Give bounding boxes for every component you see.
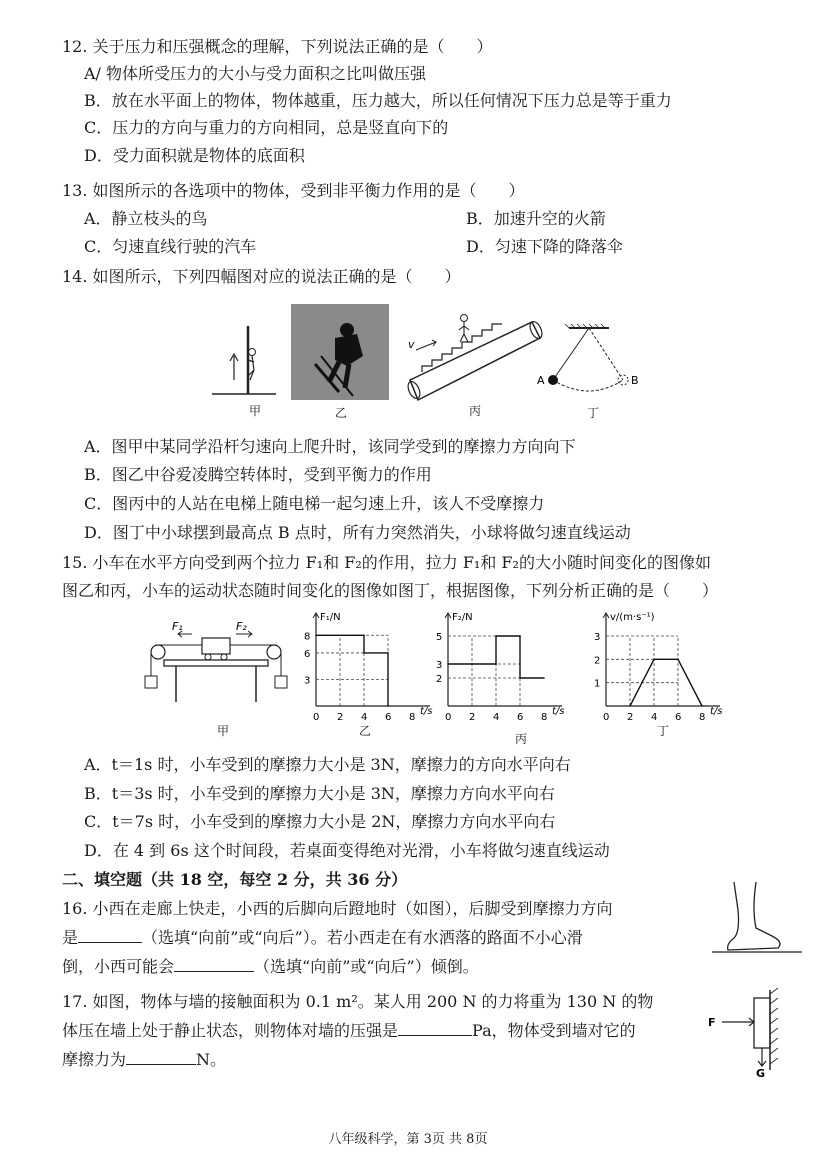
pole-climb-figure	[212, 318, 280, 400]
walking-foot-figure	[712, 880, 804, 958]
q14-option-c: C．图丙中的人站在电梯上随电梯一起匀速上升，该人不受摩擦力	[84, 494, 545, 513]
series-line	[448, 636, 544, 678]
skier-silhouette	[291, 304, 389, 400]
q15-option-a: A．t＝1s 时，小车受到的摩擦力大小是 3N，摩擦力的方向水平向右	[84, 755, 571, 774]
series-point	[363, 652, 365, 654]
y-tick-label: 6	[304, 648, 311, 660]
fig15-label-jia: 甲	[216, 724, 229, 738]
force-f-label: F	[708, 1016, 716, 1029]
x-tick-label: 4	[651, 712, 658, 723]
q17-line2-start: 体压在墙上处于静止状态，则物体对墙的压强是	[62, 1021, 399, 1040]
y-tick-label: 2	[436, 674, 443, 685]
q13-stem: 13. 如图所示的各选项中的物体，受到非平衡力作用的是（ ）	[62, 181, 525, 200]
q17-line3	[62, 1049, 226, 1071]
series-point	[447, 663, 449, 665]
q12-option-c: C．压力的方向与重力的方向相同，总是竖直向下的	[84, 118, 449, 137]
q16-line2	[62, 927, 583, 949]
q14-stem: 14. 如图所示，下列四幅图对应的说法正确的是（ ）	[62, 267, 461, 286]
q15-option-b: B．t＝3s 时，小车受到的摩擦力大小是 3N，摩擦力方向水平向右	[84, 784, 555, 803]
q12-option-a: A/ 物体所受压力的大小与受力面积之比叫做压强	[84, 64, 427, 83]
x-tick-label: 6	[517, 712, 524, 723]
q17-line2-end: Pa，物体受到墙对它的	[472, 1021, 636, 1040]
page-footer: 八年级科学，第 3页 共 8页	[328, 1132, 488, 1147]
force-f1-label: F₁	[172, 620, 183, 633]
series-point	[653, 659, 655, 661]
chart-caption: 乙	[358, 724, 371, 738]
x-tick-label: 0	[603, 712, 610, 723]
q16-blank1[interactable]	[78, 942, 142, 943]
escalator-figure	[402, 304, 544, 404]
x-axis-label: t/s	[552, 706, 565, 717]
f2-time-chart	[428, 604, 578, 726]
fig-label-bing: 丙	[468, 404, 481, 418]
y-tick-label: 5	[436, 632, 443, 643]
x-tick-label: 6	[675, 712, 682, 723]
fig-label-ding: 丁	[586, 406, 599, 420]
force-g-label: G	[756, 1067, 766, 1078]
wall-block-figure	[700, 986, 800, 1078]
q17-blank2[interactable]	[126, 1064, 196, 1065]
x-tick-label: 2	[469, 712, 476, 723]
y-tick-label: 8	[304, 631, 311, 643]
x-tick-label: 8	[699, 712, 706, 723]
y-axis-label: v/(m·s⁻¹)	[610, 612, 655, 623]
q14-option-b: B．图乙中谷爱凌腾空转体时，受到平衡力的作用	[84, 465, 432, 484]
series-point	[495, 635, 497, 637]
x-tick-label: 8	[409, 712, 416, 723]
q12-option-d: D．受力面积就是物体的底面积	[84, 146, 305, 165]
q14-option-a: A．图甲中某同学沿杆匀速向上爬升时，该同学受到的摩擦力方向向下	[84, 437, 576, 456]
q16-line2-start: 是	[62, 928, 79, 947]
q17-blank1[interactable]	[398, 1035, 472, 1036]
series-point	[363, 634, 365, 636]
q16-line1: 16. 小西在走廊上快走，小西的后脚向后蹬地时（如图），后脚受到摩擦力方向	[62, 899, 613, 918]
q17-line3-end: N。	[196, 1050, 227, 1069]
q14-option-d: D．图丁中小球摆到最高点 B 点时，所有力突然消失，小球将做匀速直线运动	[84, 523, 631, 542]
q16-line3-end: （选填“向前”或“向后”）倾倒。	[254, 957, 479, 976]
q15-stem-line2: 图乙和丙，小车的运动状态随时间变化的图像如图丁，根据图像，下列分析正确的是（ ）	[62, 581, 719, 600]
x-tick-label: 0	[313, 712, 320, 723]
section2-title: 二、填空题（共 18 空，每空 2 分，共 36 分）	[62, 870, 408, 889]
f1-time-chart	[296, 604, 446, 726]
fig-label-jia: 甲	[248, 404, 261, 418]
pendulum-point-a: A	[537, 374, 545, 387]
x-tick-label: 2	[337, 712, 344, 723]
skier-photo	[291, 304, 389, 400]
q13-option-a: A．静立枝头的鸟	[84, 209, 208, 228]
series-point	[543, 677, 545, 679]
x-tick-label: 6	[385, 712, 392, 723]
x-tick-label: 2	[627, 712, 634, 723]
series-point	[629, 705, 631, 707]
chart-caption: 丙	[514, 732, 527, 746]
force-f2-label: F₂	[236, 620, 247, 633]
escalator-velocity-label: v	[408, 338, 415, 351]
series-point	[387, 652, 389, 654]
q16-line3	[62, 956, 479, 978]
y-tick-label: 2	[594, 655, 601, 667]
y-tick-label: 3	[304, 675, 311, 687]
chart-caption: 丁	[656, 724, 669, 738]
y-tick-label: 1	[594, 678, 601, 690]
q12-option-b: B．放在水平面上的物体，物体越重，压力越大，所以任何情况下压力总是等于重力	[84, 91, 672, 110]
pendulum-figure	[535, 322, 655, 402]
y-axis-label: F₂/N	[452, 612, 473, 623]
x-axis-label: t/s	[420, 706, 433, 717]
y-tick-label: 3	[436, 660, 443, 671]
series-point	[495, 663, 497, 665]
x-axis-label: t/s	[710, 706, 723, 717]
q13-option-d: D．匀速下降的降落伞	[466, 237, 623, 256]
q17-line3-start: 摩擦力为	[62, 1050, 127, 1069]
cart-table-figure	[140, 618, 292, 716]
q13-option-c: C．匀速直线行驶的汽车	[84, 237, 257, 256]
q15-option-c: C．t＝7s 时，小车受到的摩擦力大小是 2N，摩擦力方向水平向右	[84, 812, 556, 831]
q16-blank2[interactable]	[174, 971, 254, 972]
q13-option-b: B．加速升空的火箭	[466, 209, 606, 228]
x-tick-label: 0	[445, 712, 452, 723]
q12-stem: 12. 关于压力和压强概念的理解，下列说法正确的是（ ）	[62, 37, 493, 56]
q17-line1: 17. 如图，物体与墙的接触面积为 0.1 m²。某人用 200 N 的力将重为 130 N 的物	[62, 992, 654, 1011]
q16-line3-start: 倒，小西可能会	[62, 957, 175, 976]
series-point	[315, 634, 317, 636]
series-point	[519, 635, 521, 637]
y-axis-label: F₁/N	[320, 612, 341, 623]
q15-stem-line1: 15. 小车在水平方向受到两个拉力 F₁和 F₂的作用，拉力 F₁和 F₂的大小随时间变化的图像如	[62, 553, 711, 572]
pendulum-point-b: B	[631, 374, 639, 387]
x-tick-label: 4	[361, 712, 368, 723]
x-tick-label: 8	[541, 712, 548, 723]
series-point	[519, 677, 521, 679]
y-tick-label: 3	[594, 632, 601, 643]
q16-line2-end: （选填“向前”或“向后”）。若小西走在有水洒落的路面不小心滑	[142, 928, 583, 947]
q17-line2	[62, 1020, 636, 1042]
series-point	[387, 705, 389, 707]
velocity-time-chart	[586, 604, 736, 726]
q15-option-d: D．在 4 到 6s 这个时间段，若桌面变得绝对光滑，小车将做匀速直线运动	[84, 841, 610, 860]
series-line	[316, 635, 388, 706]
series-point	[677, 659, 679, 661]
x-tick-label: 4	[493, 712, 500, 723]
fig-label-yi: 乙	[334, 406, 347, 420]
series-point	[701, 705, 703, 707]
